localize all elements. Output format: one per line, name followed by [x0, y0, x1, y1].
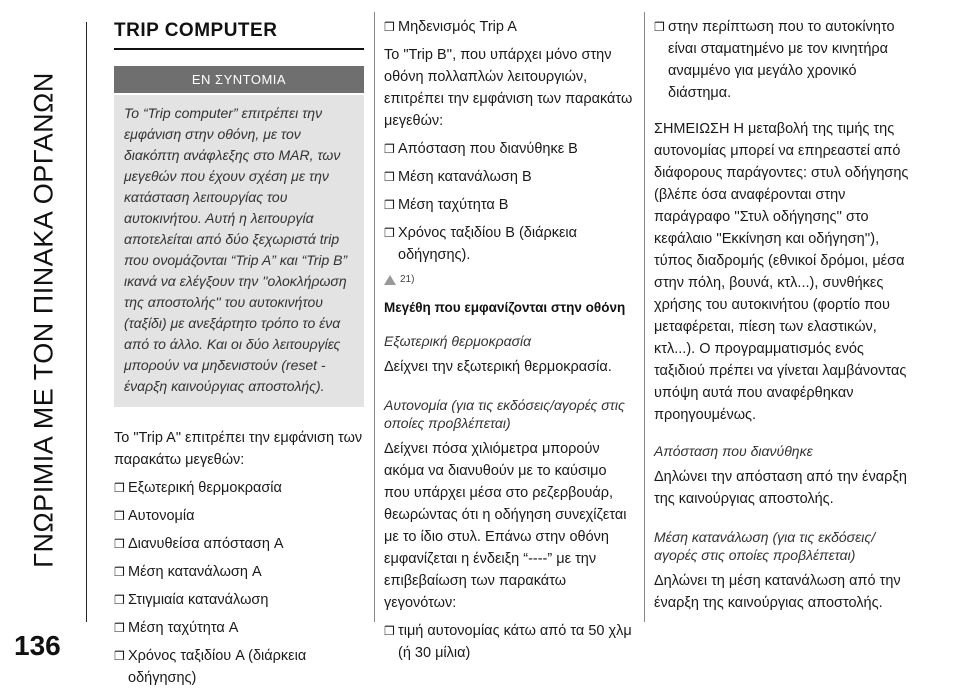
range-label: Αυτονομία (για τις εκδόσεις/αγορές στις οποίες προβλέπεται) — [384, 397, 625, 431]
list-item-text: Μέση κατανάλωση A — [128, 564, 262, 580]
warning-triangle-icon — [384, 275, 396, 285]
column-2 — [384, 10, 636, 664]
footnote-number: 21) — [400, 274, 415, 285]
list-item — [384, 194, 636, 216]
summary-header: ΕΝ ΣΥΝΤΟΜΙΑ — [114, 66, 364, 93]
list-item — [384, 138, 636, 160]
checkbox-bullet-icon: ❒ — [384, 20, 395, 34]
subsection-heading: Μεγέθη που εμφανίζονται στην οθόνη — [384, 300, 626, 315]
checkbox-bullet-icon: ❒ — [114, 621, 125, 635]
chapter-side-title — [8, 20, 68, 620]
list-item-text: Εξωτερική θερμοκρασία — [128, 480, 282, 496]
list-item — [114, 589, 364, 611]
note-paragraph: ΣΗΜΕΙΩΣΗ Η μεταβολή της τιμής της αυτονομίας μπορεί να επηρεαστεί από διάφορους παράγοντες: στυλ οδήγησης (βλέπε όσα αναφέρονται στην παράγραφο ''Στυλ οδήγησης'' στο κεφάλαιο ''Εκκίνηση και οδήγηση''), τύπος διαδρομής (εθνικοί δρόμοι, μέσα στην πόλη, βουνά, κτλ...), συνθήκες χρήσης του αυτοκινήτου (φορτίο που μεταφέρεται, πίεση των ελαστικών, κτλ...). Ο προγραμματισμός ενός ταξιδιού πρέπει να γίνεται λαμβάνοντας υπόψη αυτά που αναφέρθηκαν προηγουμένως. — [654, 121, 909, 423]
list-item — [114, 477, 364, 499]
list-item-text: Μηδενισμός Trip A — [398, 19, 517, 35]
checkbox-bullet-icon: ❒ — [114, 565, 125, 579]
checkbox-bullet-icon: ❒ — [114, 537, 125, 551]
list-item — [654, 16, 914, 104]
checkbox-bullet-icon: ❒ — [114, 509, 125, 523]
footnote-reference — [384, 274, 636, 285]
column-divider — [374, 12, 375, 622]
title-rule — [114, 48, 364, 50]
list-item-text: στην περίπτωση που το αυτοκίνητο είναι σταματημένο με τον κινητήρα αναμμένο για μεγάλο χρονικό διάστημα. — [668, 19, 895, 101]
temp-label: Εξωτερική θερμοκρασία — [384, 333, 532, 349]
list-item — [114, 561, 364, 583]
column-3 — [654, 10, 914, 614]
checkbox-bullet-icon: ❒ — [384, 142, 395, 156]
list-item-text: Διανυθείσα απόσταση A — [128, 536, 284, 552]
avg-consumption-label: Μέση κατανάλωση (για τις εκδόσεις/ αγορές στις οποίες προβλέπεται) — [654, 529, 876, 563]
list-item — [114, 617, 364, 639]
distance-description: Δηλώνει την απόσταση από την έναρξη της καινούργιας αποστολής. — [654, 469, 907, 507]
temp-description: Δείχνει την εξωτερική θερμοκρασία. — [384, 359, 612, 375]
trip-a-intro: Το "Trip A" επιτρέπει την εμφάνιση των παρακάτω μεγεθών: — [114, 430, 363, 468]
list-item — [384, 16, 636, 38]
list-item-text: Στιγμιαία κατανάλωση — [128, 592, 269, 608]
list-item — [114, 533, 364, 555]
list-item-text: τιμή αυτονομίας κάτω από τα 50 χλμ (ή 30 μίλια) — [398, 623, 632, 661]
checkbox-bullet-icon: ❒ — [384, 198, 395, 212]
list-item-text: Μέση ταχύτητα A — [128, 620, 239, 636]
list-item — [384, 166, 636, 188]
list-item — [114, 645, 364, 689]
summary-box: Το “Trip computer” επιτρέπει την εμφάνιση στην οθόνη, με τον διακόπτη ανάφλεξης στο MAR, των μεγεθών που έχουν σχέση με την κατάσταση λειτουργίας του αυτοκινήτου. Αυτή η λειτουργία αποτελείται από δύο ξεχωριστά trip που ονομάζονται “Trip A” και “Trip B” ικανά να ελέγξουν την ''ολοκλήρωση της αποστολής'' του αυτοκινήτου (ταξίδι) με ανεξάρτητο τρόπο το ένα από το άλλο. Και οι δύο λειτουργίες μπορούν να μηδενιστούν (reset - έναρξη καινούργιας αποστολής). — [114, 95, 364, 407]
list-item — [114, 505, 364, 527]
checkbox-bullet-icon: ❒ — [654, 20, 665, 34]
chapter-side-title-text: ΓΝΩΡΙΜΙΑ ΜΕ ΤΟΝ ΠΙΝΑΚΑ ΟΡΓΑΝΩΝ — [28, 72, 59, 568]
list-item-text: Χρόνος ταξιδίου B (διάρκεια οδήγησης). — [398, 225, 578, 263]
checkbox-bullet-icon: ❒ — [114, 481, 125, 495]
range-description: Δείχνει πόσα χιλιόμετρα μπορούν ακόμα να διανυθούν με το καύσιμο που υπάρχει μέσα στο ρεζερβουάρ, θεωρώντας ότι η οδήγηση συνεχίζεται με το ίδιο στυλ. Επάνω στην οθόνη εμφανίζεται η ένδειξη “----” με την επιβεβαίωση των παρακάτω γεγονότων: — [384, 441, 627, 611]
checkbox-bullet-icon: ❒ — [114, 649, 125, 663]
list-item-text: Χρόνος ταξιδίου A (διάρκεια οδήγησης) — [128, 648, 307, 686]
list-item-text: Μέση κατανάλωση B — [398, 169, 532, 185]
checkbox-bullet-icon: ❒ — [384, 170, 395, 184]
checkbox-bullet-icon: ❒ — [114, 593, 125, 607]
list-item-text: Αυτονομία — [128, 508, 195, 524]
column-divider — [644, 12, 645, 622]
list-item — [384, 222, 636, 266]
list-item-text: Απόσταση που διανύθηκε B — [398, 141, 578, 157]
column-1 — [114, 10, 364, 689]
margin-rule — [86, 22, 87, 622]
checkbox-bullet-icon: ❒ — [384, 624, 395, 638]
distance-label: Απόσταση που διανύθηκε — [654, 443, 813, 459]
section-title: TRIP COMPUTER — [114, 20, 278, 41]
checkbox-bullet-icon: ❒ — [384, 226, 395, 240]
list-item-text: Μέση ταχύτητα B — [398, 197, 509, 213]
list-item — [384, 620, 636, 664]
trip-b-intro: Το "Trip B'', που υπάρχει μόνο στην οθόνη πολλαπλών λειτουργιών, επιτρέπει την εμφάνιση των παρακάτω μεγεθών: — [384, 47, 633, 129]
avg-consumption-description: Δηλώνει τη μέση κατανάλωση από την έναρξη της καινούργιας αποστολής. — [654, 573, 901, 611]
page-number: 136 — [14, 630, 61, 661]
